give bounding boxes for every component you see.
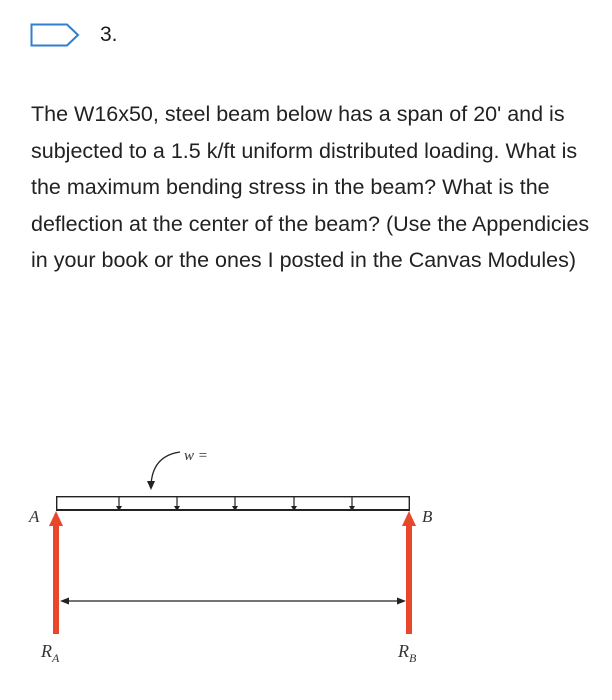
support-left-label: A — [29, 507, 40, 526]
question-header — [30, 18, 118, 52]
distributed-load-left-edge — [56, 496, 57, 510]
load-arrow — [174, 497, 180, 511]
load-arrow — [232, 497, 238, 511]
reaction-arrow-left — [49, 511, 63, 634]
reaction-right-label — [397, 641, 417, 665]
load-label: w = — [184, 448, 208, 464]
question-number: 3. — [100, 23, 118, 46]
reaction-left-label — [40, 641, 60, 665]
distributed-load-right-edge — [409, 496, 410, 510]
load-arrow — [349, 497, 355, 511]
support-right-label: B — [422, 507, 433, 526]
question-text: The W16x50, steel beam below has a span of 20' and is subjected to a 1.5 k/ft uniform distributed loading. What is the maximum bending stress in the beam? What is the deflection at the center of the beam? (Use the Appendicies in your book or the ones I posted in the Canvas Modules) — [31, 102, 590, 272]
load-pointer-curve — [151, 452, 180, 486]
reaction-right-label-sub: B — [409, 651, 417, 665]
load-arrows — [116, 497, 355, 511]
beam-line — [56, 509, 410, 511]
reaction-arrow-right — [402, 511, 416, 634]
load-arrow — [291, 497, 297, 511]
distributed-load-top-line — [56, 496, 410, 497]
reaction-left-label-main: R — [41, 641, 52, 661]
span-dimension-line — [60, 598, 406, 605]
flag-outline-icon[interactable] — [30, 23, 80, 47]
reaction-left-label-sub: A — [52, 651, 60, 665]
load-arrow — [116, 497, 122, 511]
beam-diagram — [0, 430, 612, 700]
reaction-right-label-main: R — [398, 641, 409, 661]
load-pointer-arrowhead — [147, 481, 155, 490]
